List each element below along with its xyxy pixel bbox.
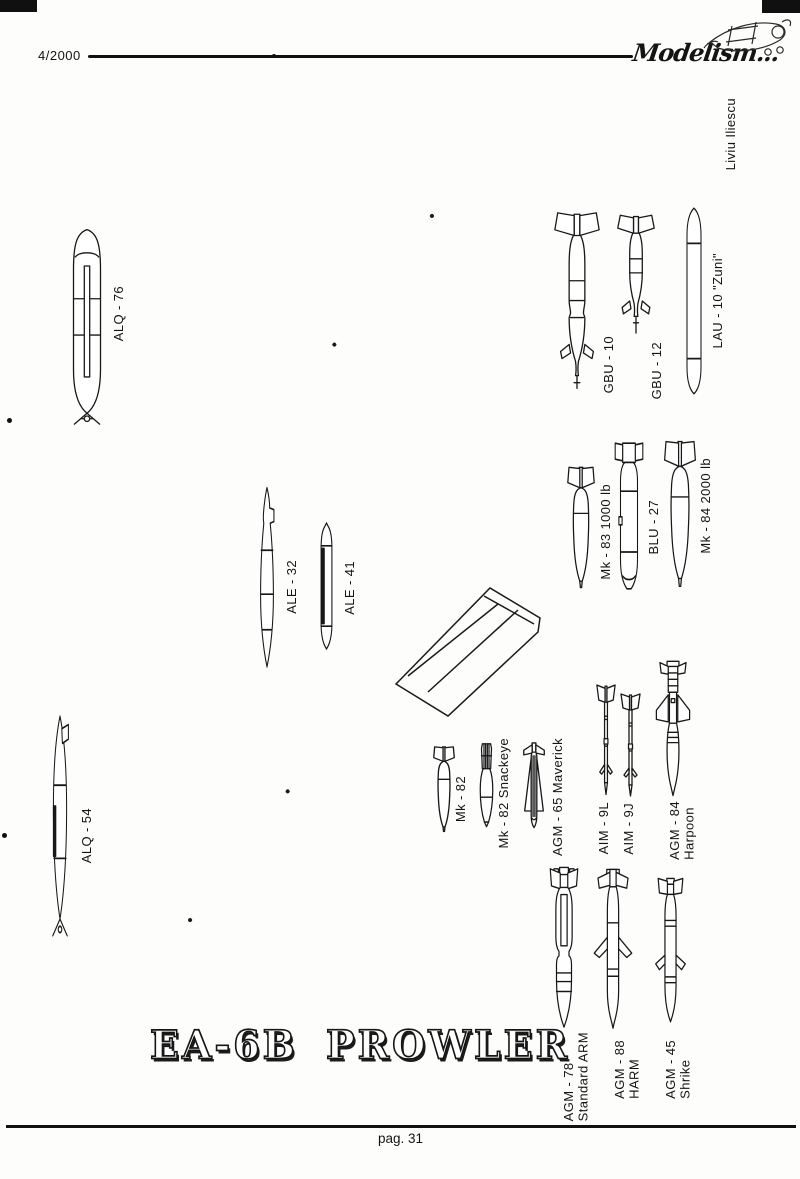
- aim9j-label: AIM - 9J: [621, 803, 636, 855]
- agm84-drawing-icon: [654, 660, 692, 802]
- lau10-drawing-icon: [679, 205, 709, 397]
- agm45-drawing-icon: [652, 877, 689, 1029]
- agm88-drawing-icon: [593, 868, 633, 1034]
- ale41-drawing-icon: [313, 519, 340, 653]
- blu27-label: BLU - 27: [646, 500, 661, 555]
- ale32-drawing-icon: [251, 486, 283, 672]
- print-mark-top-left: [0, 0, 37, 12]
- gbu12-label: GBU - 12: [649, 342, 664, 400]
- author-name: Liviu Iliescu: [723, 98, 738, 171]
- ale41-label: ALE - 41: [342, 561, 357, 615]
- aim9l-drawing-icon: [594, 684, 618, 802]
- mk82snakeye-label: Mk - 82 Snackeye: [496, 738, 511, 849]
- agm84-label: AGM - 84 Harpoon: [667, 801, 697, 860]
- alq76-label: ALQ - 76: [111, 286, 126, 342]
- page-number: pag. 31: [378, 1131, 424, 1146]
- agm45-label: AGM - 45 Shrike: [663, 1040, 693, 1099]
- tail-fin-drawing: [388, 584, 548, 722]
- ale32-label: ALE - 32: [284, 560, 299, 614]
- lau10-label: LAU - 10 "Zuni": [710, 253, 725, 349]
- aim9l-label: AIM - 9L: [596, 802, 611, 855]
- mk83-drawing-icon: [563, 466, 599, 594]
- agm78-drawing-icon: [544, 866, 584, 1030]
- page-title: EA-6B PROWLER: [150, 1021, 571, 1068]
- mk83-label: Mk - 83 1000 lb: [598, 484, 613, 580]
- blu27-drawing-icon: [612, 440, 646, 600]
- agm88-label: AGM - 88 HARM: [612, 1040, 642, 1099]
- mk84-label: Mk - 84 2000 lb: [698, 458, 713, 554]
- magazine-logo: Modelism...: [630, 38, 781, 67]
- gbu10-label: GBU - 10: [601, 336, 616, 394]
- alq54-label: ALQ - 54: [79, 808, 94, 864]
- footer-rule: [6, 1125, 796, 1128]
- agm65-drawing-icon: [520, 742, 548, 834]
- mk84-drawing-icon: [659, 440, 701, 594]
- biplane-doodle-icon: [698, 8, 794, 66]
- issue-number: 4/2000: [38, 48, 81, 63]
- aim9j-drawing-icon: [618, 693, 643, 803]
- gbu10-drawing-icon: [552, 210, 602, 394]
- alq76-drawing-icon: [60, 226, 114, 426]
- gbu12-drawing-icon: [614, 214, 658, 342]
- agm65-label: AGM - 65 Maverick: [550, 738, 565, 857]
- agm78-label: AGM - 78 Standard ARM: [561, 1032, 591, 1122]
- mk82-label: Mk - 82: [453, 776, 468, 823]
- alq54-drawing-icon: [42, 712, 78, 942]
